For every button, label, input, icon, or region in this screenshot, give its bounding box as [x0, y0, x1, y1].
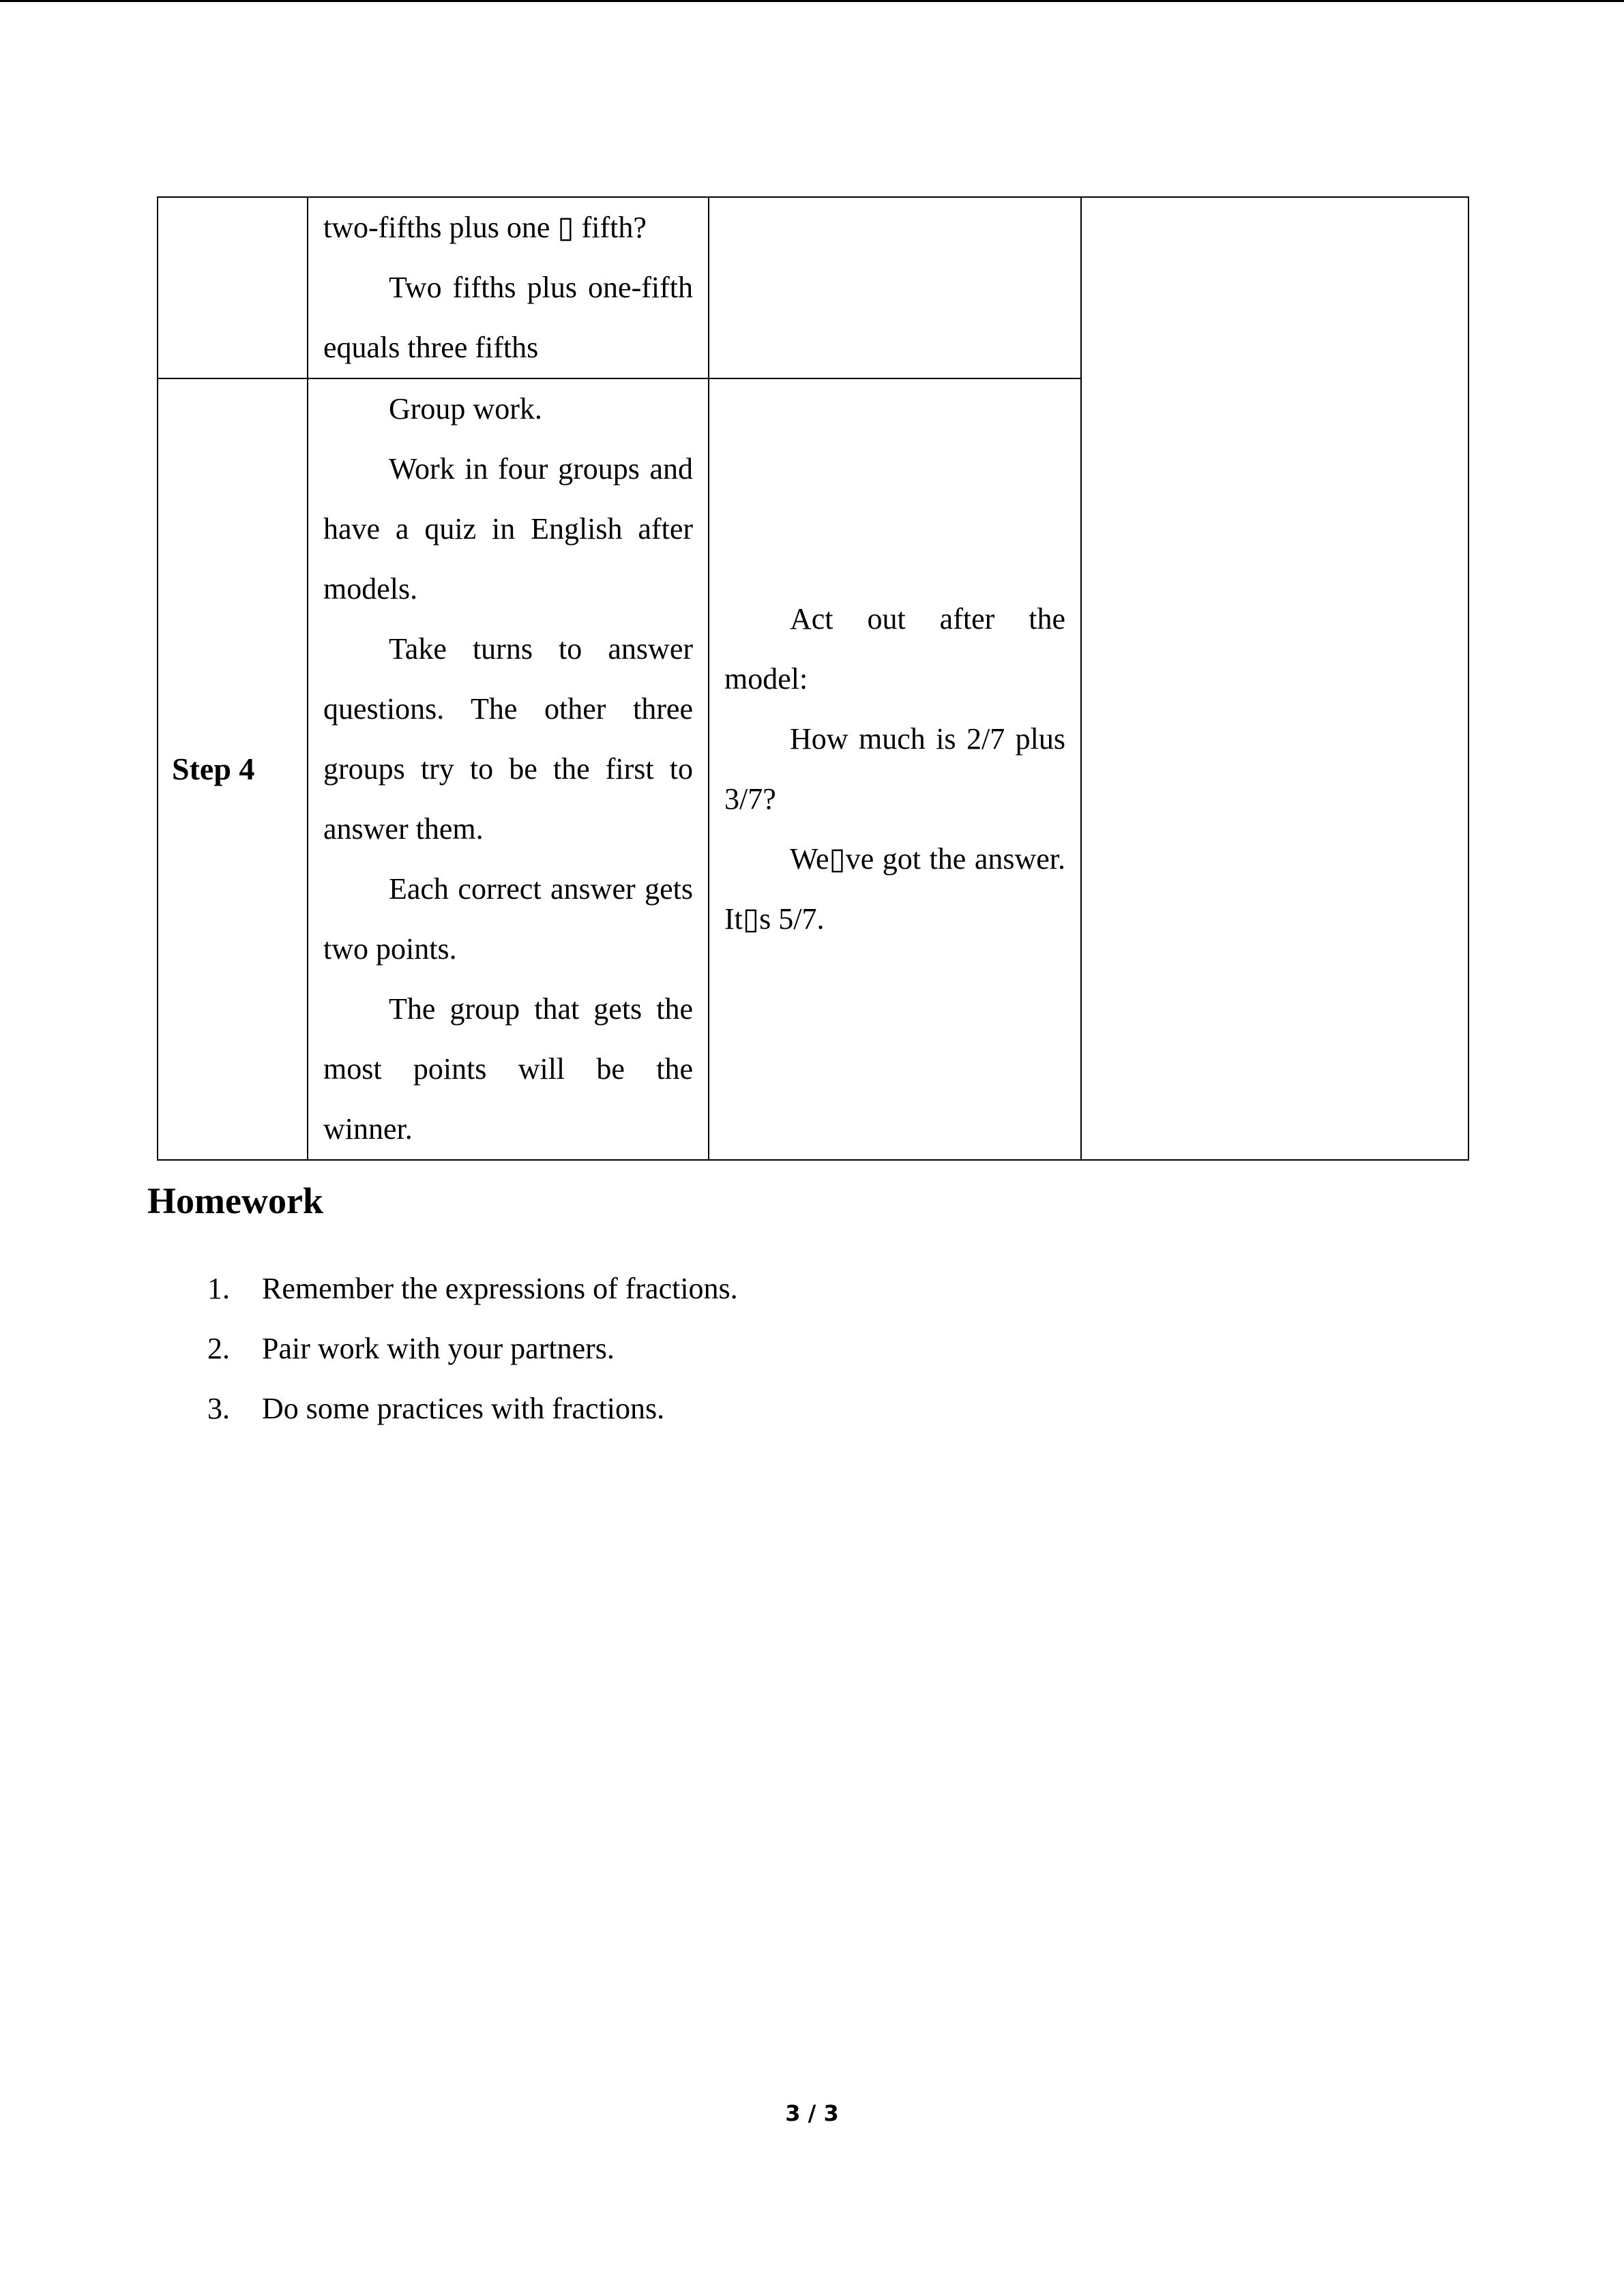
list-item-text: Do some practices with fractions. — [262, 1392, 665, 1425]
activity-cell — [308, 197, 709, 378]
list-item-number: 1. — [207, 1272, 230, 1305]
top-border-line — [0, 0, 1624, 2]
activity-paragraph: Each correct answer gets two points. — [323, 872, 693, 966]
activity-cell — [308, 378, 709, 1160]
list-item — [207, 1379, 738, 1439]
activity-paragraph: two-fifths plus one ▯ fifth? — [323, 211, 647, 244]
activity-paragraph: The group that gets the most points will be the winner. — [323, 992, 693, 1146]
activity-paragraph: Work in four groups and have a quiz in English after models. — [323, 452, 693, 606]
step-cell — [158, 197, 308, 378]
practice-paragraph: Act out after the model: — [724, 602, 1065, 696]
practice-cell — [709, 197, 1081, 378]
list-item — [207, 1319, 738, 1379]
lesson-plan-table — [157, 196, 1469, 1161]
practice-cell — [709, 378, 1081, 1160]
homework-heading: Homework — [147, 1180, 323, 1221]
practice-paragraph: How much is 2/7 plus 3/7? — [724, 722, 1065, 816]
list-item-number: 3. — [207, 1392, 230, 1425]
list-item-number: 2. — [207, 1332, 230, 1365]
homework-list — [207, 1259, 738, 1439]
list-item-text: Remember the expressions of fractions. — [262, 1272, 738, 1305]
table-row — [158, 197, 1468, 378]
practice-paragraph: We▯ve got the answer. It▯s 5/7. — [724, 842, 1065, 936]
step-label: Step 4 — [172, 751, 255, 786]
list-item-text: Pair work with your partners. — [262, 1332, 615, 1365]
notes-cell — [1081, 197, 1468, 1160]
page-number: 3 / 3 — [785, 2100, 839, 2126]
activity-paragraph: Two fifths plus one-fifth equals three fifths — [323, 271, 693, 364]
activity-paragraph: Group work. — [389, 392, 542, 426]
list-item — [207, 1259, 738, 1319]
activity-paragraph: Take turns to answer questions. The other three groups try to be the first to answer them. — [323, 632, 693, 846]
step-cell — [158, 378, 308, 1160]
